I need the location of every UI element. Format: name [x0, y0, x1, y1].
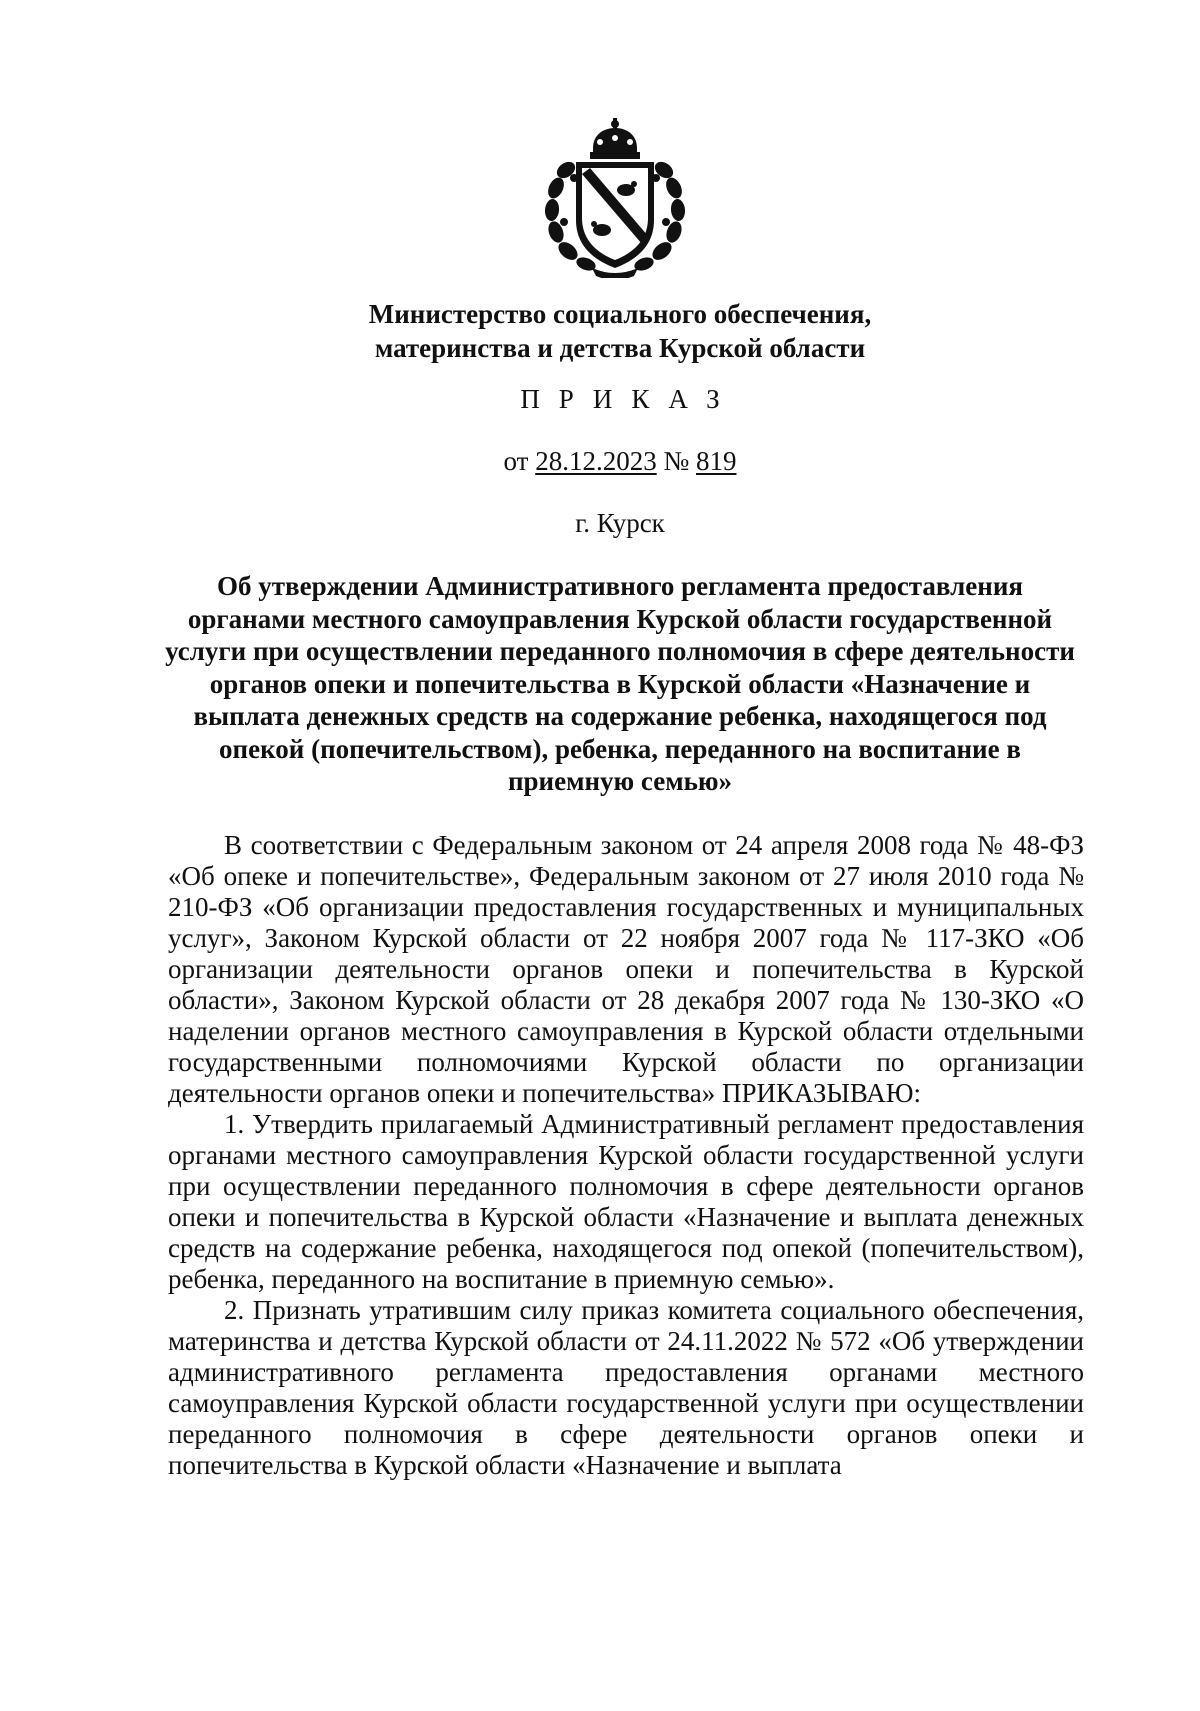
kursk-oblast-coat-of-arms-icon [540, 118, 690, 278]
document-number: 819 [695, 446, 737, 476]
organization-name [160, 297, 1080, 365]
document-city: г. Курск [575, 508, 665, 538]
number-sign: № [663, 446, 690, 476]
document-date: 28.12.2023 [535, 446, 657, 476]
preamble-paragraph: В соответствии с Федеральным законом от 24 апреля 2008 года № 48-ФЗ «Об опеке и попечительстве», Федеральным законом от 27 июля 2010 года № 210-ФЗ «Об организации предоставления государственных и муниципальных услуг», Законом Курской области от 22 ноября 2007 года № 117-ЗКО «Об организации деятельности органов опеки и попечительства в Курской области», Законом Курской области от 28 декабря 2007 года № 130-ЗКО «О наделении органов местного самоуправления в Курской области отдельными государственными полномочиями Курской области по организации деятельности органов опеки и попечительства» ПРИКАЗЫВАЮ: [168, 830, 1084, 1108]
document-title: Об утверждении Административного регламента предоставления органами местного самоуправления Курской области государственной услуги при осуществлении переданного полномочия в сфере деятельности органов опеки и попечительства в Курской области «Назначение и выплата денежных средств на содержание ребенка, находящегося под опекой (попечительством), ребенка, переданного на воспитание в приемную семью» [165, 571, 1075, 796]
document-type: ПРИКАЗ [520, 384, 739, 414]
order-item-1: 1. Утвердить прилагаемый Административный регламент предоставления органами местного самоуправления Курской области государственной услуги при осуществлении переданного полномочия в сфере деятельности органов опеки и попечительства в Курской области «Назначение и выплата денежных средств на содержание ребенка, находящегося под опекой (попечительством), ребенка, переданного на воспитание в приемную семью». [168, 1109, 1084, 1294]
document-body [168, 830, 1084, 1481]
organization-name-line-1: Министерство социального обеспечения, [368, 299, 872, 329]
document-date-number [160, 446, 1080, 477]
order-item-2: 2. Признать утратившим силу приказ комитета социального обеспечения, материнства и детства Курской области от 24.11.2022 № 572 «Об утверждении административного регламента предоставления органами местного самоуправления Курской области государственной услуги при осуществлении переданного полномочия в сфере деятельности органов опеки и попечительства в Курской области «Назначение и выплата [168, 1295, 1084, 1480]
date-prefix: от [503, 446, 529, 476]
organization-name-line-2: материнства и детства Курской области [374, 333, 866, 363]
